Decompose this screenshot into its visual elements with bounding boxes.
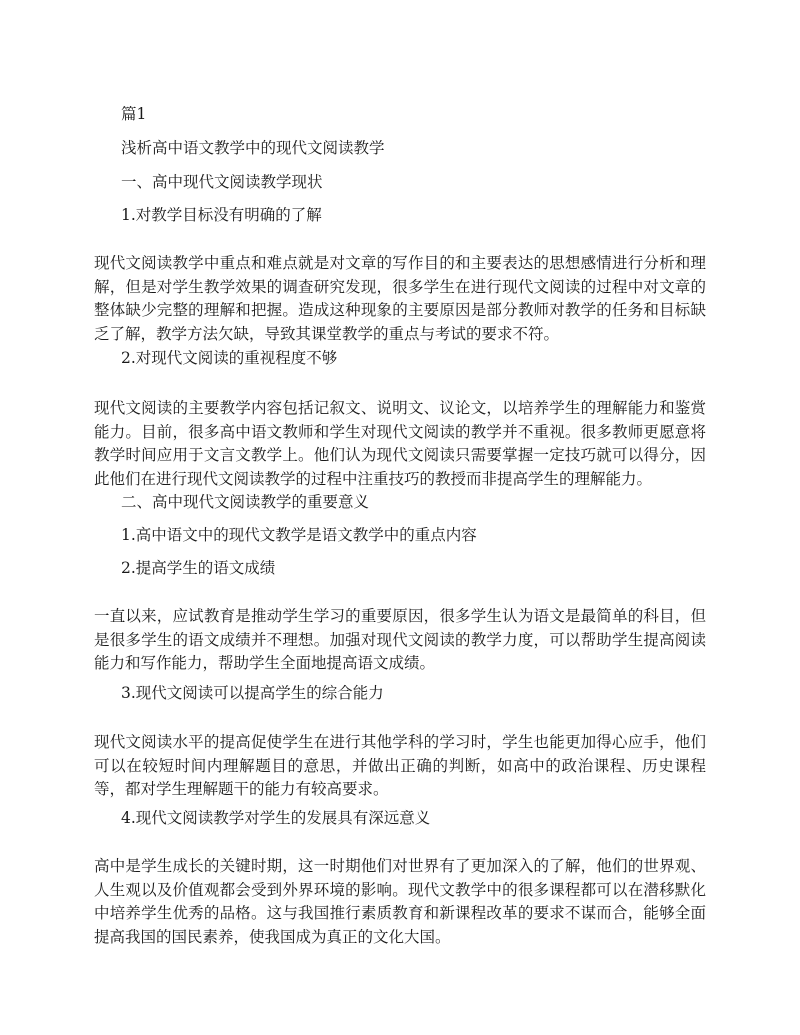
- subsection-heading: 2.对现代文阅读的重视程度不够: [121, 349, 338, 367]
- body-paragraph: 现代文阅读水平的提高促使学生在进行其他学科的学习时，学生也能更加得心应手，他们可以在较短时间内理解题目的意思，并做出正确的判断，如高中的政治课程、历史课程等，都对学生理解题干的能力有较高要求。: [94, 733, 706, 799]
- section-heading: 二、高中现代文阅读教学的重要意义: [121, 493, 370, 511]
- body-paragraph: 现代文阅读教学中重点和难点就是对文章的写作目的和主要表达的思想感情进行分析和理解，但是对学生教学效果的调查研究发现，很多学生在进行现代文阅读的过程中对文章的整体缺少完整的理解和把握。造成这种现象的主要原因是部分教师对教学的任务和目标缺乏了解，教学方法欠缺，导致其课堂教学的重点与考试的要求不符。: [94, 254, 706, 343]
- subsection-heading: 2.提高学生的语文成绩: [121, 559, 276, 577]
- body-paragraph: 一直以来，应试教育是推动学生学习的重要原因，很多学生认为语文是最简单的科目，但是很多学生的语文成绩并不理想。加强对现代文阅读的教学力度，可以帮助学生提高阅读能力和写作能力，帮助学生全面地提高语文成绩。: [94, 607, 706, 673]
- section-heading: 一、高中现代文阅读教学现状: [121, 173, 323, 191]
- subsection-heading: 3.现代文阅读可以提高学生的综合能力: [121, 684, 384, 702]
- subsection-heading: 1.高中语文中的现代文教学是语文教学中的重点内容: [121, 526, 477, 544]
- subsection-heading: 1.对教学目标没有明确的了解: [121, 206, 322, 224]
- document-title: 浅析高中语文教学中的现代文阅读教学: [121, 139, 385, 157]
- subsection-heading: 4.现代文阅读教学对学生的发展具有深远意义: [121, 809, 431, 827]
- body-paragraph: 高中是学生成长的关键时期，这一时期他们对世界有了更加深入的了解，他们的世界观、人生观以及价值观都会受到外界环境的影响。现代文教学中的很多课程都可以在潜移默化中培养学生优秀的品格。这与我国推行素质教育和新课程改革的要求不谋而合，能够全面提高我国的国民素养，使我国成为真正的文化大国。: [94, 857, 706, 946]
- section-label: 篇1: [121, 105, 147, 123]
- body-paragraph: 现代文阅读的主要教学内容包括记叙文、说明文、议论文，以培养学生的理解能力和鉴赏能力。目前，很多高中语文教师和学生对现代文阅读的教学并不重视。很多教师更愿意将教学时间应用于文言文教学上。他们认为现代文阅读只需要掌握一定技巧就可以得分，因此他们在进行现代文阅读教学的过程中注重技巧的教授而非提高学生的理解能力。: [94, 399, 706, 488]
